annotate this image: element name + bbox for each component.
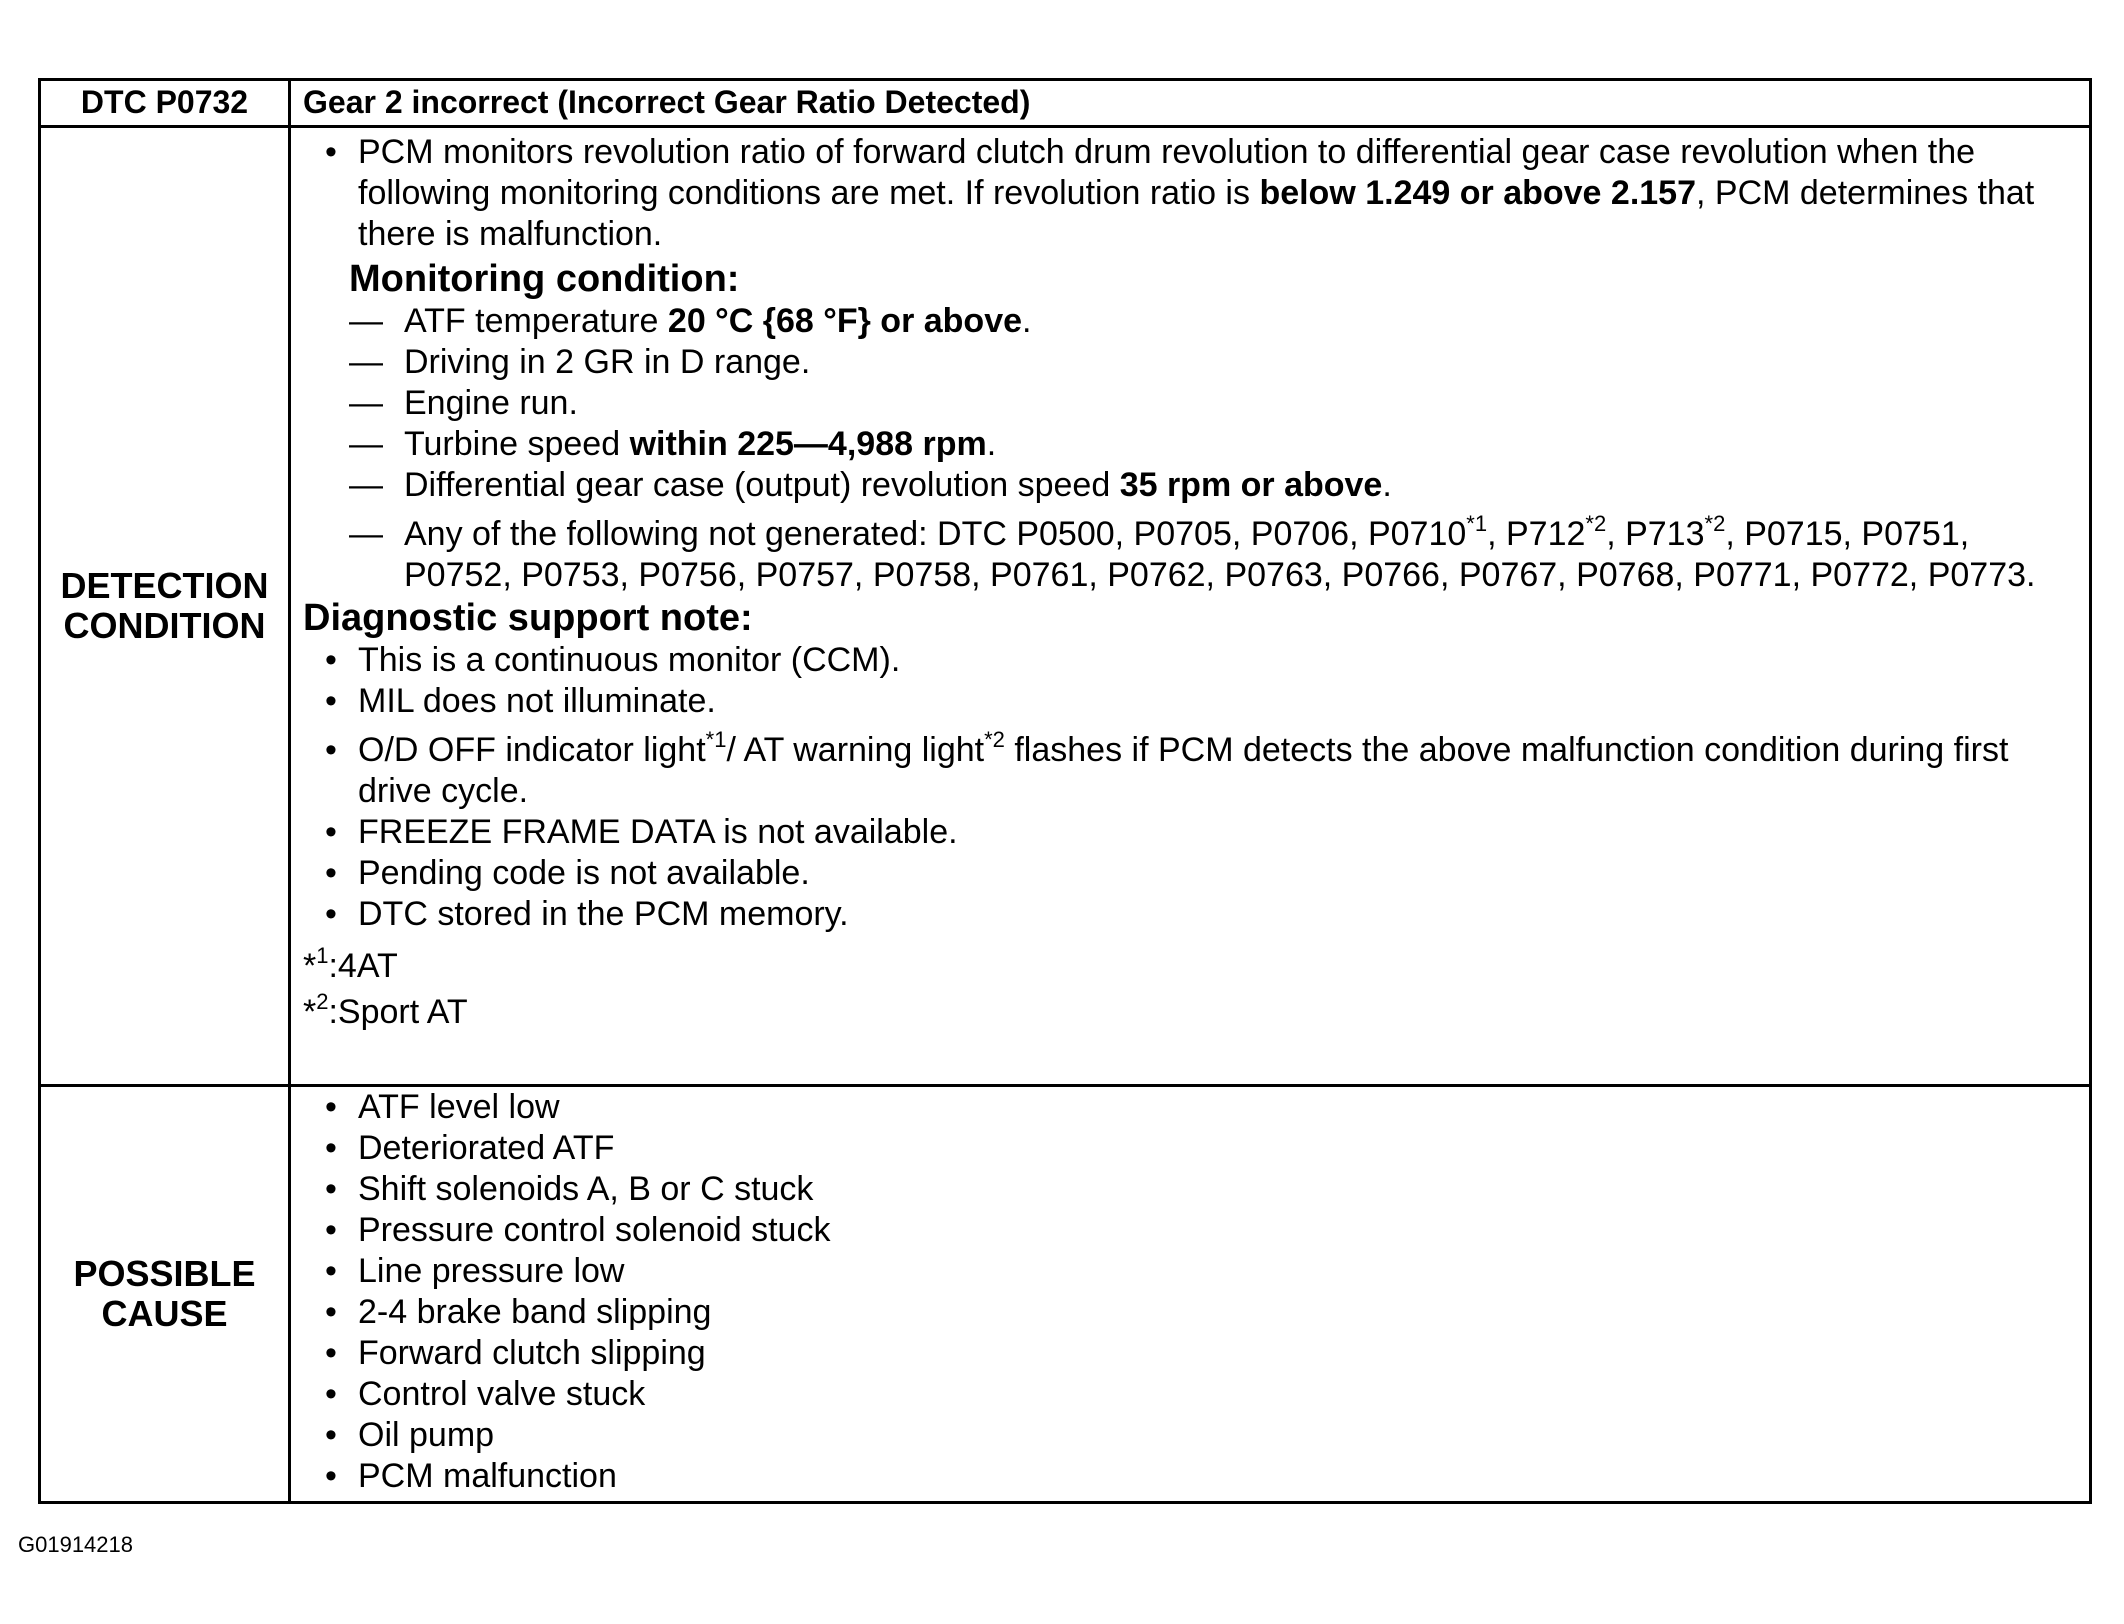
- footnote-4at: [303, 943, 2077, 989]
- atf-threshold: 20 °C {68 °F} or above: [667, 302, 1023, 340]
- cause-item: • Deteriorated ATF: [303, 1128, 2077, 1169]
- diff-text: Differential gear case (output) revolution speed: [404, 466, 1120, 504]
- footnote-ref: *1: [1466, 511, 1488, 536]
- engine-text: Engine run.: [404, 384, 578, 422]
- support-item-od-off: [303, 727, 2077, 812]
- detection-content: [291, 128, 2089, 1039]
- diagnostic-support-heading: Diagnostic support note:: [303, 597, 753, 639]
- dtc-title: Gear 2 incorrect (Incorrect Gear Ratio Detected): [290, 80, 2091, 127]
- turbine-text: Turbine speed: [404, 425, 630, 463]
- intro-text-1: PCM monitors revolution ratio of forward clutch drum revolution to differential gear case revolution when the following monitoring conditions are met. If revolution ratio is: [358, 133, 1976, 212]
- footnote-star: *: [303, 947, 317, 985]
- dash-marker: —: [349, 515, 383, 553]
- detection-row: [40, 127, 2091, 1086]
- intro-text-2: , PCM determines that there is malfunction.: [358, 174, 2035, 253]
- footnote-text: :Sport AT: [328, 993, 468, 1031]
- detection-label-line2: CONDITION: [63, 605, 266, 646]
- footnote-number: 2: [316, 989, 329, 1014]
- footnote-sport-at: [303, 989, 2077, 1035]
- possible-cause-label: [40, 1086, 290, 1503]
- monitoring-item-differential: [303, 465, 2077, 506]
- dtc-list-a: Any of the following not generated: DTC P0500, P0705, P0706, P0710: [404, 515, 1467, 553]
- dtc-table: [38, 78, 2092, 1504]
- cause-list: [291, 1087, 2089, 1501]
- cause-item: • ATF level low: [303, 1087, 2077, 1128]
- cause-item: • PCM malfunction: [303, 1456, 2077, 1497]
- footnote-ref: *2: [1585, 511, 1607, 536]
- dash-marker: —: [349, 466, 383, 504]
- cause-item: • Control valve stuck: [303, 1374, 2077, 1415]
- cause-item: • Oil pump: [303, 1415, 2077, 1456]
- detection-condition-label: [40, 127, 290, 1086]
- dtc-list-d: , P0715, P0751, P0752, P0753, P0756, P0757, P0758, P0761, P0762, P0763, P0766, P0767, P0768, P0771, P0772, P0773.: [404, 515, 2036, 594]
- cause-content-cell: [290, 1086, 2091, 1503]
- support-item-stored: • DTC stored in the PCM memory.: [303, 894, 2077, 935]
- cause-label-line2: CAUSE: [101, 1293, 228, 1334]
- dtc-list-c: , P713: [1606, 515, 1705, 553]
- header-row: [40, 80, 2091, 127]
- footnote-ref: *2: [1704, 511, 1726, 536]
- cause-item: • 2-4 brake band slipping: [303, 1292, 2077, 1333]
- footnote-ref: *2: [984, 727, 1005, 752]
- od-text-c: flashes if PCM detects the above malfunction condition during first drive cycle.: [358, 731, 2009, 810]
- monitoring-item-engine: [303, 383, 2077, 424]
- monitoring-condition-heading: Monitoring condition:: [349, 258, 740, 300]
- monitoring-item-dtc-list: [303, 511, 2077, 596]
- cause-item: • Line pressure low: [303, 1251, 2077, 1292]
- intro-bullet: [303, 132, 2077, 255]
- cause-item: • Pressure control solenoid stuck: [303, 1210, 2077, 1251]
- monitoring-item-driving: [303, 342, 2077, 383]
- detection-content-cell: [290, 127, 2091, 1086]
- turbine-end: .: [986, 425, 997, 463]
- turbine-threshold: within 225—4,988 rpm: [629, 425, 987, 463]
- footnote-ref: *1: [705, 727, 727, 752]
- cause-row: [40, 1086, 2091, 1503]
- monitoring-item-atf: [303, 301, 2077, 342]
- support-item-freeze-frame: • FREEZE FRAME DATA is not available.: [303, 812, 2077, 853]
- detection-label-line1: DETECTION: [60, 565, 269, 606]
- cause-label-line1: POSSIBLE: [73, 1253, 256, 1294]
- support-item-continuous: • This is a continuous monitor (CCM).: [303, 640, 2077, 681]
- support-item-pending: • Pending code is not available.: [303, 853, 2077, 894]
- dash-marker: —: [349, 384, 383, 422]
- figure-id: G01914218: [18, 1532, 133, 1557]
- ratio-threshold: below 1.249 or above 2.157: [1259, 174, 1696, 212]
- od-text-a: O/D OFF indicator light: [358, 731, 706, 769]
- footnote-number: 1: [316, 943, 329, 968]
- atf-text: ATF temperature: [404, 302, 668, 340]
- cause-item: • Forward clutch slipping: [303, 1333, 2077, 1374]
- footnote-text: :4AT: [328, 947, 398, 985]
- diff-end: .: [1382, 466, 1392, 504]
- dash-marker: —: [349, 302, 383, 340]
- od-text-b: / AT warning light: [726, 731, 985, 769]
- dash-marker: —: [349, 343, 383, 381]
- cause-item: • Shift solenoids A, B or C stuck: [303, 1169, 2077, 1210]
- monitoring-item-turbine: [303, 424, 2077, 465]
- dash-marker: —: [349, 425, 383, 463]
- diff-threshold: 35 rpm or above: [1119, 466, 1383, 504]
- atf-end: .: [1022, 302, 1032, 340]
- dtc-code: DTC P0732: [40, 80, 290, 127]
- support-item-mil: • MIL does not illuminate.: [303, 681, 2077, 722]
- footnote-star: *: [303, 993, 317, 1031]
- dtc-list-b: , P712: [1487, 515, 1586, 553]
- driving-text: Driving in 2 GR in D range.: [404, 343, 811, 381]
